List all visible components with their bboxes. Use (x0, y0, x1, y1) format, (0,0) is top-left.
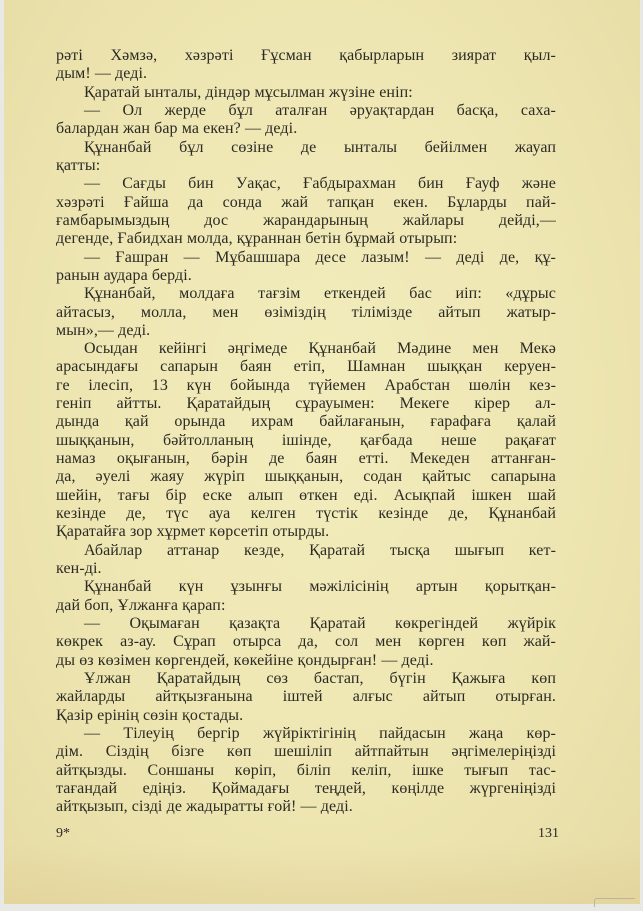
text-line: Құнанбай бұл сөзіне де ынталы бейілмен жауап (84, 138, 556, 156)
text-line: дай боп, Ұлжанға қарап: (56, 596, 226, 614)
text-line: Қаратай ынталы, діндәр мұсылман жүзіне еніп: (84, 83, 413, 101)
text-line: Осыдан кейінгі әңгімеде Құнанбай Мәдине мен Мекә (84, 340, 556, 358)
text-line: Қаратайға зор хұрмет көрсетіп отырды. (56, 523, 330, 541)
text-line: қатты: (56, 156, 101, 174)
text-line: дегенде, Ғабидхан молда, құраннан бетін бұрмай отырып: (56, 230, 458, 248)
text-line: шейін, тағы бір еске алып өткен еді. Асықпай ішкен шай (56, 486, 556, 504)
text-line: ранын аудара берді. (56, 266, 192, 284)
text-line: көкрек аз-ау. Сұрап отырса да, сол мен көрген көп жай- (56, 633, 556, 651)
text-line: — Ол жерде бұл аталған әруақтардан басқа, саха- (84, 102, 556, 119)
text-line: — Оқымаған қазақта Қаратай көкрегіндей жүйрік (84, 614, 556, 632)
text-line: Ұлжан Қаратайдың сөз бастап, бүгін Қажыға көп (84, 669, 556, 687)
text-line: кен-ді. (56, 560, 102, 577)
text-line: айтқызды. Соншаны көріп, біліп келіп, ішке тығып тас- (56, 761, 556, 779)
text-line: — Ғашран — Мұбашшара десе лазым! — деді де, құ- (84, 248, 556, 266)
page-number: 131 (538, 826, 559, 841)
text-line: мын»,— деді. (56, 321, 151, 339)
text-line: айтасыз, молла, мен өзіміздің тілімізде айтып жатыр- (56, 303, 556, 321)
text-line: рәті Хәмзә, хәзрәті Ғұсман қабырларын зиярат қыл- (56, 47, 556, 64)
text-line: Құнанбай күн ұзынғы мәжілісінің артын қорытқан- (84, 578, 556, 596)
text-line: ды өз көзімен көргендей, көкейіне қондырған! — деді. (56, 651, 434, 669)
text-line: геніп айтты. Қаратайдың сұрауымен: Мекеге кірер ал- (56, 395, 556, 413)
text-line: шыққанын, бәйтолланың ішінде, қағбада неше рақағат (56, 431, 556, 449)
text-line: кезінде де, түс ауа келген түстік кезінде де, Құнанбай (56, 505, 556, 522)
text-line: ге ілесіп, 13 күн бойында түйемен Арабстан шөлін кез- (56, 376, 556, 394)
text-line: дім. Сіздің бізге көп шешіліп айтпайтын әңгімелеріңізді (56, 743, 556, 761)
text-line: ғамбарымыздың дос жарандарының жайлары дейді,— (56, 211, 556, 229)
text-line: намаз оқығанын, бәрін де баян етті. Мекеден аттанған- (56, 450, 556, 467)
book-page (4, 0, 640, 904)
text-line: — Тілеуің бергір жүйріктігінің пайдасын жаңа көр- (84, 724, 556, 742)
text-line: Қазір ерінің сөзін қостады. (56, 706, 244, 724)
text-line: жайларды айтқызғанына іштей алғыс айтып отырған. (56, 688, 556, 706)
text-line: дында қай орында ихрам байлағанын, ғарафаға қалай (56, 413, 556, 431)
text-line: Құнанбай, молдаға тағзім еткендей бас иіп: «дұрыс (84, 285, 556, 303)
text-line: Абайлар аттанар кезде, Қаратай тысқа шығып кет- (84, 541, 556, 559)
text-line: тағандай едіңіз. Қоймадағы теңдей, көңілде жүргеніңізді (56, 779, 556, 797)
text-line: дым! — деді. (56, 65, 148, 83)
text-line: айтқызып, сізді де жадыратты ғой! — деді. (56, 798, 353, 816)
text-line: балардан жан бар ма екен? — деді. (56, 120, 298, 138)
text-line: арасындағы сапарын баян етіп, Шамнан шыққан керуен- (56, 358, 556, 376)
text-line: хәзрәті Ғайша да сонда жай тапқан екен. Бұларды пай- (56, 193, 556, 211)
page-corner-mark (594, 898, 635, 907)
text-line: да, әуелі жаяу жүріп шыққанын, содан қайтыс сапарына (56, 468, 556, 486)
text-line: — Сағды бин Уақас, Ғабдырахман бин Ғауф және (84, 175, 556, 193)
signature-mark: 9* (56, 826, 70, 841)
